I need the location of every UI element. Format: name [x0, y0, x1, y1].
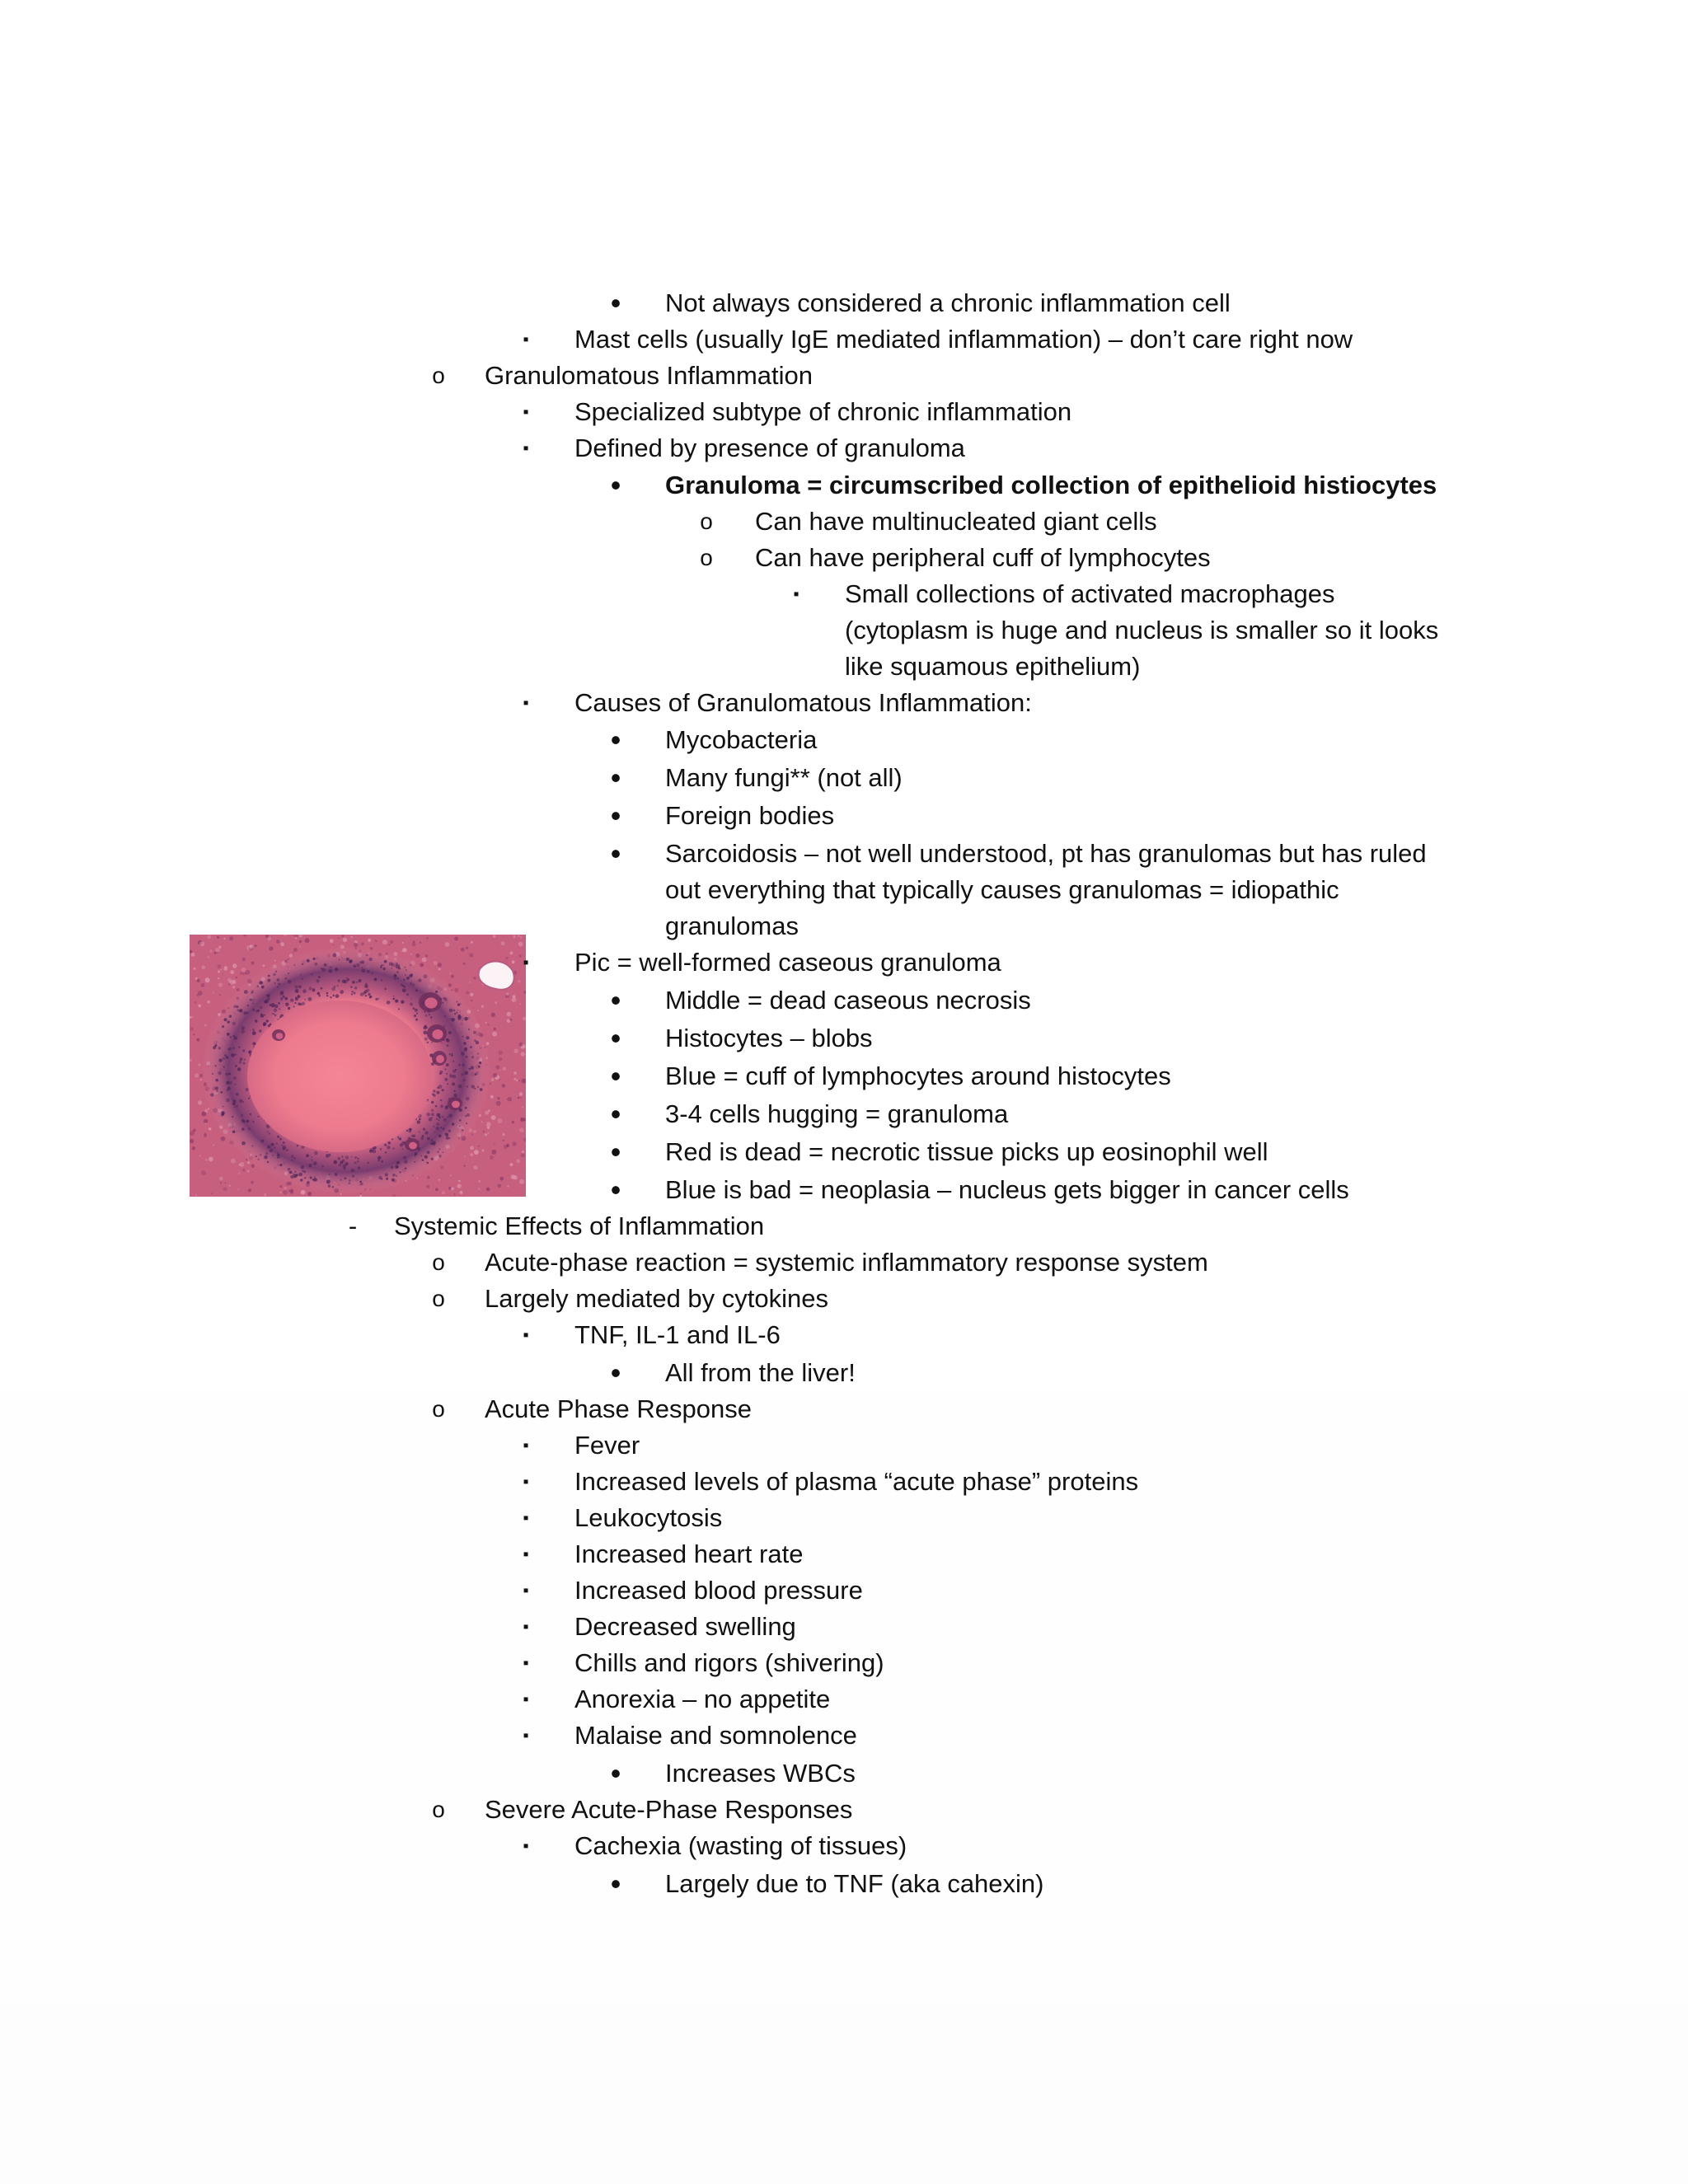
- list-item: Many fungi** (not all): [665, 763, 903, 792]
- list-item: Chills and rigors (shivering): [574, 1648, 884, 1677]
- list-item: Foreign bodies: [665, 801, 835, 830]
- list-item: Leukocytosis: [574, 1503, 723, 1532]
- list-item: Severe Acute-Phase Responses: [485, 1795, 853, 1824]
- list-marker: •: [610, 761, 621, 794]
- list-marker: o: [700, 509, 713, 534]
- list-item: Blue is bad = neoplasia – nucleus gets bigger in cancer cells: [665, 1175, 1349, 1204]
- list-marker: o: [700, 545, 713, 570]
- list-item: Mast cells (usually IgE mediated inflammation) – don’t care right now: [574, 325, 1353, 354]
- list-marker: ▪: [523, 1618, 529, 1636]
- list-marker: •: [610, 1867, 621, 1900]
- list-item: Fever: [574, 1431, 640, 1460]
- list-marker: •: [610, 1756, 621, 1790]
- list-marker: •: [610, 837, 621, 870]
- list-item-continuation: (cytoplasm is huge and nucleus is smaller so it looks: [845, 616, 1439, 644]
- list-item: Histocytes – blobs: [665, 1024, 873, 1052]
- list-item: Red is dead = necrotic tissue picks up eosinophil well: [665, 1137, 1268, 1166]
- list-item-continuation: granulomas: [665, 912, 799, 940]
- list-marker: •: [610, 286, 621, 320]
- list-item: Increased heart rate: [574, 1540, 804, 1568]
- list-marker: •: [610, 983, 621, 1017]
- list-marker: ▪: [523, 1690, 529, 1708]
- list-item: Malaise and somnolence: [574, 1721, 857, 1750]
- list-item: Increased levels of plasma “acute phase” proteins: [574, 1467, 1139, 1496]
- list-marker: ▪: [523, 1582, 529, 1600]
- list-marker: o: [432, 1249, 445, 1275]
- list-marker: ▪: [523, 1436, 529, 1455]
- list-marker: ▪: [523, 694, 529, 712]
- list-item: Granuloma = circumscribed collection of epithelioid histiocytes: [665, 471, 1437, 499]
- list-marker: ▪: [523, 1509, 529, 1527]
- list-item: Largely due to TNF (aka cahexin): [665, 1869, 1044, 1898]
- list-marker: ▪: [523, 330, 529, 349]
- list-marker: •: [610, 1173, 621, 1207]
- list-marker: •: [610, 1097, 621, 1131]
- list-item: Mycobacteria: [665, 725, 818, 754]
- list-item: Acute Phase Response: [485, 1394, 752, 1423]
- list-marker: ▪: [523, 1545, 529, 1563]
- list-item: Increases WBCs: [665, 1759, 856, 1788]
- list-item: Sarcoidosis – not well understood, pt has granulomas but has ruled: [665, 839, 1427, 868]
- list-item: Largely mediated by cytokines: [485, 1284, 829, 1313]
- list-item: Increased blood pressure: [574, 1576, 863, 1605]
- list-marker: ▪: [523, 1727, 529, 1745]
- list-item-continuation: like squamous epithelium): [845, 652, 1141, 681]
- list-marker: ▪: [523, 1837, 529, 1855]
- granuloma-histology-image: [190, 935, 526, 1197]
- list-marker: •: [610, 1021, 621, 1055]
- list-item: 3-4 cells hugging = granuloma: [665, 1099, 1009, 1128]
- list-marker: •: [610, 1135, 621, 1169]
- list-marker: •: [610, 799, 621, 832]
- list-marker: ▪: [523, 954, 529, 972]
- list-marker: •: [610, 1059, 621, 1093]
- list-item: Granulomatous Inflammation: [485, 361, 814, 390]
- list-item: Causes of Granulomatous Inflammation:: [574, 688, 1032, 717]
- list-marker: •: [610, 468, 621, 502]
- list-item: Not always considered a chronic inflammation cell: [665, 288, 1231, 317]
- list-marker: -: [348, 1212, 358, 1240]
- list-item: Systemic Effects of Inflammation: [394, 1212, 765, 1240]
- list-marker: ▪: [523, 1654, 529, 1672]
- list-item: Defined by presence of granuloma: [574, 434, 965, 462]
- list-marker: •: [610, 1356, 621, 1390]
- list-marker: •: [610, 723, 621, 757]
- list-item: Small collections of activated macrophages: [845, 579, 1335, 608]
- list-item: Can have peripheral cuff of lymphocytes: [755, 543, 1211, 572]
- list-item: Acute-phase reaction = systemic inflammatory response system: [485, 1248, 1208, 1277]
- list-item: Anorexia – no appetite: [574, 1685, 831, 1713]
- list-item: Middle = dead caseous necrosis: [665, 986, 1031, 1015]
- list-item: All from the liver!: [665, 1358, 856, 1387]
- list-marker: ▪: [523, 1473, 529, 1491]
- list-item: Specialized subtype of chronic inflammation: [574, 397, 1072, 426]
- histology-slide-image: [190, 935, 526, 1197]
- list-marker: ▪: [523, 439, 529, 457]
- list-item: Blue = cuff of lymphocytes around histocytes: [665, 1062, 1171, 1090]
- list-marker: o: [432, 363, 445, 388]
- list-item: Pic = well-formed caseous granuloma: [574, 948, 1001, 977]
- list-item: Decreased swelling: [574, 1612, 796, 1641]
- list-marker: o: [432, 1286, 445, 1311]
- list-item: TNF, IL-1 and IL-6: [574, 1320, 781, 1349]
- list-marker: o: [432, 1396, 445, 1422]
- list-marker: ▪: [523, 1326, 529, 1344]
- list-item: Can have multinucleated giant cells: [755, 507, 1157, 536]
- list-item: Cachexia (wasting of tissues): [574, 1831, 907, 1860]
- list-marker: ▪: [793, 585, 799, 603]
- list-marker: o: [432, 1797, 445, 1822]
- list-marker: ▪: [523, 403, 529, 421]
- list-item-continuation: out everything that typically causes granulomas = idiopathic: [665, 875, 1339, 904]
